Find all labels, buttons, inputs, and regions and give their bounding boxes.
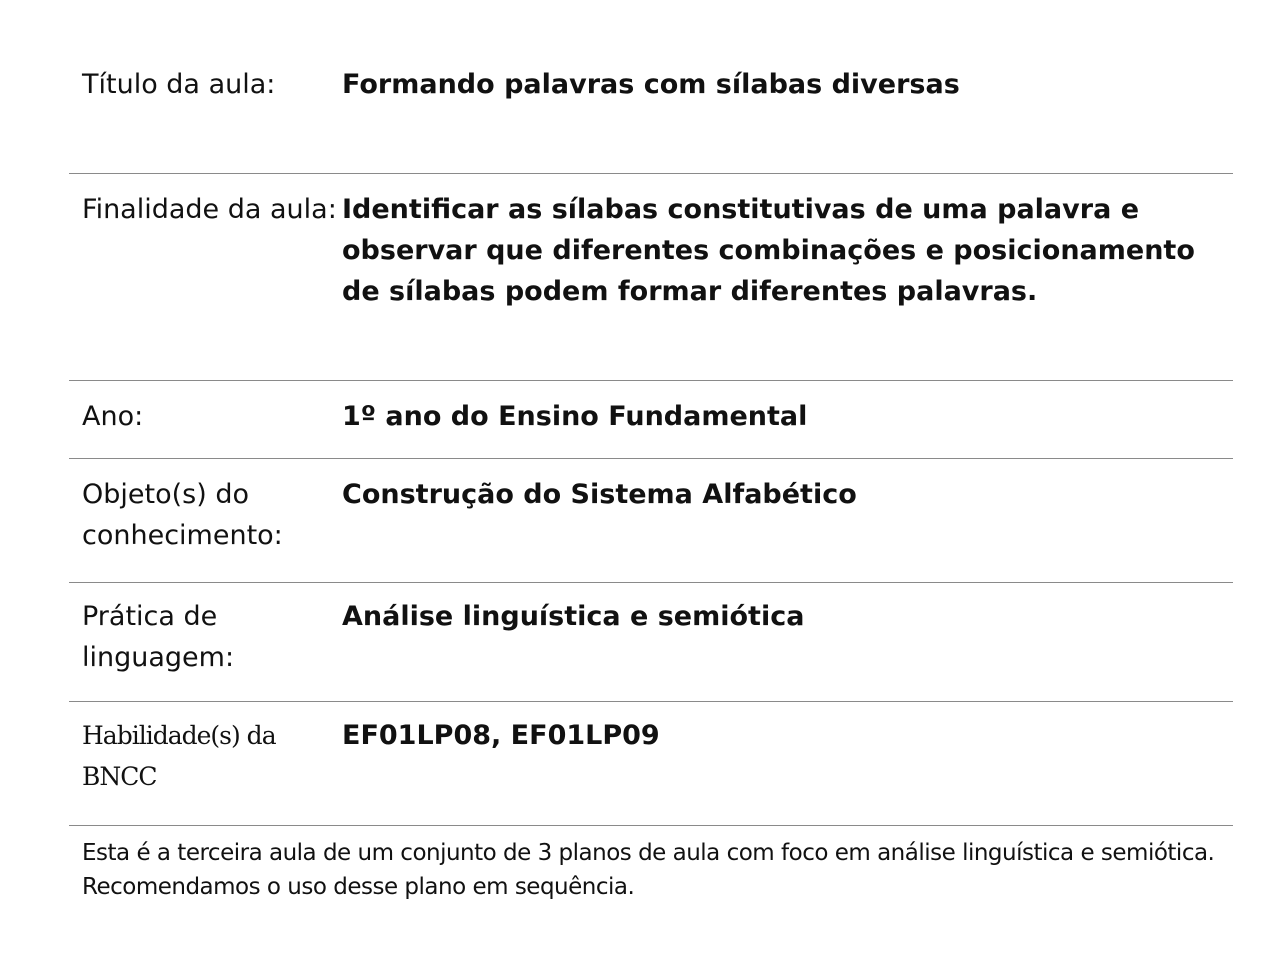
bncc-skill-row — [69, 702, 1233, 826]
year-row — [69, 381, 1233, 459]
knowledge-object-value: Construção do Sistema Alfabético — [342, 479, 857, 510]
lesson-plan-table — [69, 44, 1233, 904]
year-value: 1º ano do Ensino Fundamental — [342, 401, 808, 432]
language-practice-value: Análise linguística e semiótica — [342, 601, 805, 632]
title-value: Formando palavras com sílabas diversas — [342, 69, 960, 100]
year-label: Ano: — [82, 401, 144, 432]
purpose-label: Finalidade da aula: — [82, 194, 337, 225]
sequence-note: Esta é a terceira aula de um conjunto de 3 planos de aula com foco em análise linguística e semiótica. Recomendamos o uso desse plano em sequência. — [82, 840, 1215, 900]
language-practice-row — [69, 583, 1233, 702]
bncc-skill-label: Habilidade(s) da BNCC — [82, 721, 276, 791]
language-practice-label: Prática de linguagem: — [82, 601, 235, 673]
title-label: Título da aula: — [82, 69, 276, 100]
purpose-value: Identificar as sílabas constitutivas de uma palavra e observar que diferentes combinações e posicionamento de sílabas podem formar diferentes palavras. — [342, 194, 1195, 307]
title-row — [69, 44, 1233, 174]
bncc-skill-value: EF01LP08, EF01LP09 — [342, 720, 660, 751]
purpose-row — [69, 174, 1233, 381]
knowledge-object-row — [69, 459, 1233, 583]
knowledge-object-label: Objeto(s) do conhecimento: — [82, 479, 283, 551]
